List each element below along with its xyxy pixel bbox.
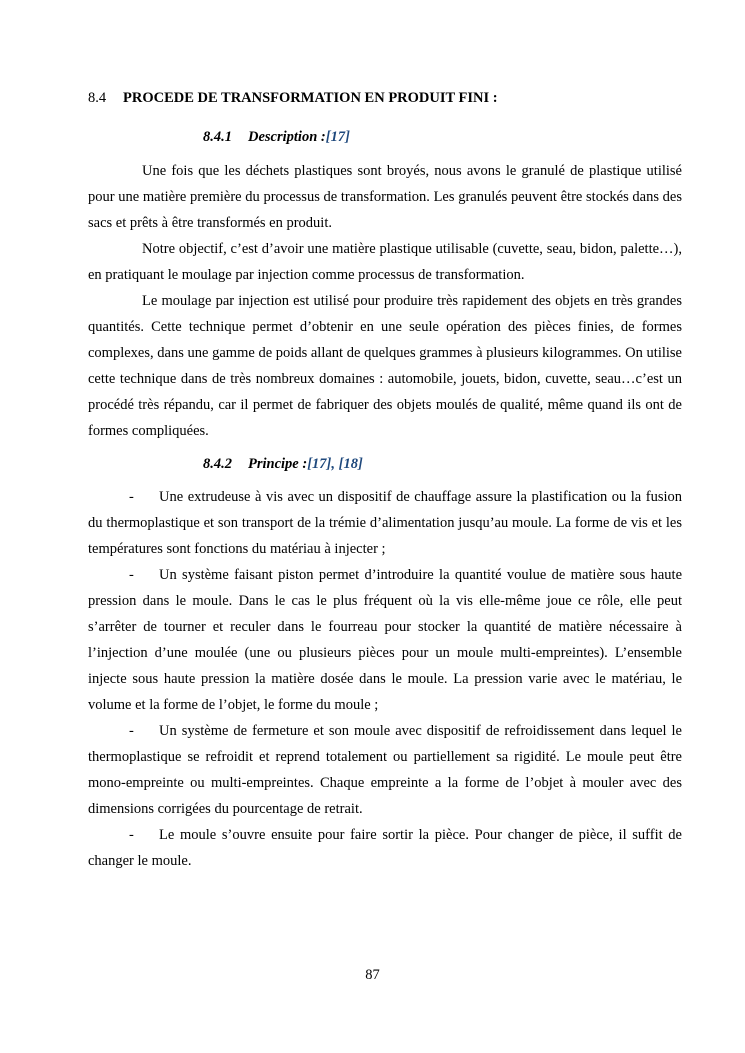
paragraph: Une fois que les déchets plastiques sont broyés, nous avons le granulé de plastique utilisé pour une matière première du processus de transformation. Les granulés peuvent être stockés dans des sacs et prêts à être transformés en produit. [88, 163, 682, 231]
subsection-heading-principe [203, 455, 363, 473]
paragraph: Notre objectif, c’est d’avoir une matière plastique utilisable (cuvette, seau, bidon, palette…), en pratiquant le moulage par injection comme processus de transformation. [88, 241, 682, 283]
bullet-text: Une extrudeuse à vis avec un dispositif de chauffage assure la plastification ou la fusion du thermoplastique et son transport de la trémie d’alimentation jusqu’au moule. La forme de vis et les températures sont fonctions du matériau à injecter ; [88, 489, 682, 557]
bullet-item [88, 562, 682, 718]
bullet-text: Le moule s’ouvre ensuite pour faire sortir la pièce. Pour changer de pièce, il suffit de changer le moule. [88, 827, 682, 869]
subsection-number: 8.4.2 [203, 456, 232, 472]
paragraph: Le moulage par injection est utilisé pour produire très rapidement des objets en très grandes quantités. Cette technique permet d’obtenir en une seule opération des pièces finies, de formes complexes, dans une gamme de poids allant de quelques grammes à plusieurs kilogrammes. On utilise cette technique dans de très nombreux domaines : automobile, jouets, bidon, cuvette, seau…c’est un procédé très répandu, car il permet de fabriquer des objets moulés de qualité, même quand ils ont de formes compliquées. [88, 293, 682, 439]
page-number: 87 [365, 967, 380, 983]
bullet-item [88, 484, 682, 562]
bullet-marker: - [129, 567, 134, 583]
bullet-item [88, 822, 682, 874]
bullet-item [88, 718, 682, 822]
section-number: 8.4 [88, 90, 107, 106]
subsection-title: Principe : [248, 456, 308, 472]
section-title: PROCEDE DE TRANSFORMATION EN PRODUIT FINI : [123, 90, 498, 106]
subsection-heading-description [203, 128, 350, 146]
citation-link[interactable]: [17], [18] [307, 456, 363, 472]
bullet-text: Un système faisant piston permet d’introduire la quantité voulue de matière sous haute pression dans le moule. Dans le cas le plus fréquent où la vis elle-même joue ce rôle, elle peut s’arrêter de tourner et reculer dans le fourreau pour stocker la quantité de matière nécessaire à l’injection d’une moulée (une ou plusieurs pièces pour un moule multi-empreintes). L’ensemble injecte sous haute pression la matière dosée dans le moule. La pression varie avec le matériau, le volume et la forme de l’objet, le forme du moule ; [88, 567, 682, 713]
subsection-number: 8.4.1 [203, 129, 232, 145]
section-heading [88, 89, 498, 107]
bullet-marker: - [129, 489, 134, 505]
bullet-text: Un système de fermeture et son moule avec dispositif de refroidissement dans lequel le thermoplastique se refroidit et reprend totalement ou partiellement sa rigidité. Le moule peut être mono-empreinte ou multi-empreintes. Chaque empreinte a la forme de l’objet à mouler avec des dimensions corrigées du pourcentage de retrait. [88, 723, 682, 817]
citation-link[interactable]: [17] [325, 129, 350, 145]
subsection-title: Description : [248, 129, 326, 145]
bullet-marker: - [129, 827, 134, 843]
bullet-marker: - [129, 723, 134, 739]
